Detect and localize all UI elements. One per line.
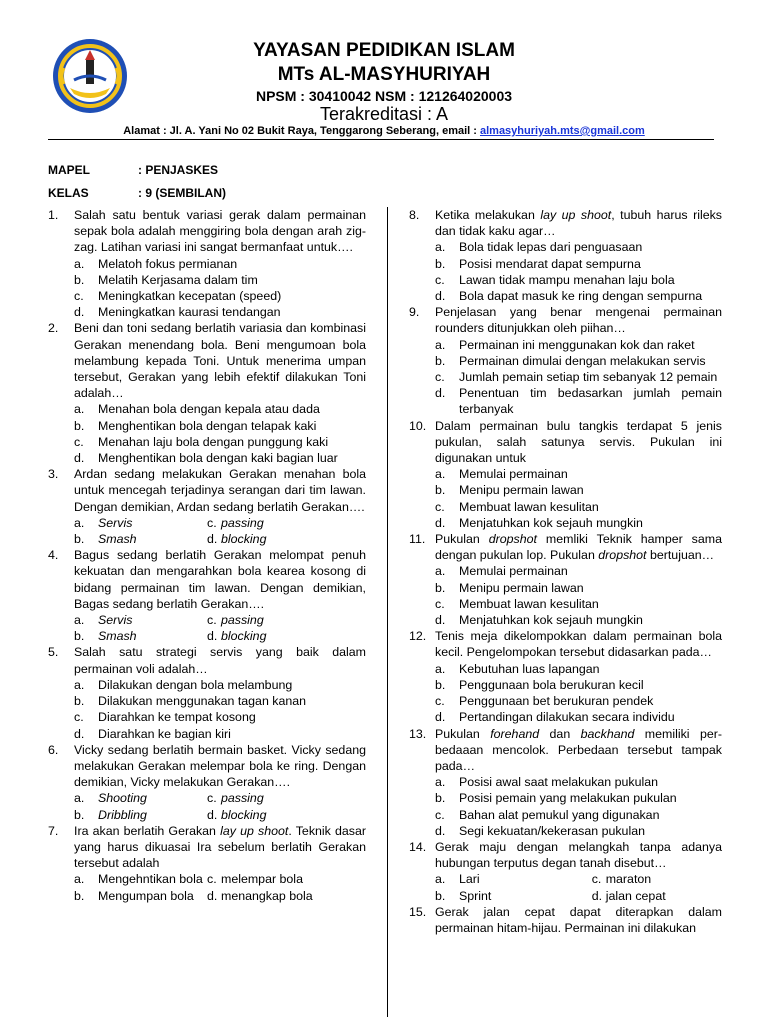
question-2 <box>48 320 366 401</box>
option-c <box>409 693 722 709</box>
option-letter: b. <box>435 888 446 903</box>
option-b <box>435 888 592 904</box>
option-letter: b. <box>74 888 85 903</box>
foundation-name: YAYASAN PEDIDIKAN ISLAM <box>253 40 515 61</box>
letterhead <box>0 0 768 150</box>
option-text: Jumlah pemain setiap tim sebanyak 12 pemain <box>459 370 718 385</box>
option-letter: c. <box>435 694 445 709</box>
option-letter: c. <box>207 613 217 628</box>
option-letter: d. <box>74 305 85 320</box>
option-text: Menipu permain lawan <box>459 483 584 498</box>
option-letter: c. <box>435 499 445 514</box>
option-text: passing <box>221 791 264 806</box>
option-a <box>409 563 722 579</box>
option-d <box>409 709 722 725</box>
option-a <box>74 871 207 887</box>
question-term: lay up shoot <box>540 208 612 222</box>
option-text: Servis <box>98 613 133 628</box>
email-link[interactable]: almasyhuriyah.mts@gmail.com <box>479 125 645 137</box>
option-text: Meningkatkan kecepatan (speed) <box>98 289 282 304</box>
option-b <box>48 693 366 709</box>
option-d <box>207 628 340 644</box>
option-d <box>48 726 366 742</box>
option-row <box>48 790 366 806</box>
option-d <box>48 450 366 466</box>
option-c <box>409 499 722 515</box>
option-text: Sprint <box>459 888 492 903</box>
option-text: menangkap bola <box>221 888 313 903</box>
question-term: forehand <box>490 726 540 741</box>
option-text: Melatih Kerjasama dalam tim <box>98 272 258 287</box>
option-letter: a. <box>74 613 85 628</box>
option-c <box>207 790 340 806</box>
option-letter: d. <box>207 888 218 903</box>
question-number: 1. <box>48 208 59 222</box>
option-b <box>409 580 722 596</box>
option-letter: d. <box>207 807 218 822</box>
question-text: Salah satu bentuk variasi gerak dalam permainan sepak bola adalah menggiring bola dengan arah zig-zag. Latihan variasi ini sangat bermanfaat untuk…. <box>74 208 366 255</box>
question-text: dan <box>539 726 581 741</box>
question-number: 7. <box>48 823 59 838</box>
option-c <box>48 709 366 725</box>
option-text: Lawan tidak mampu menahan laju bola <box>459 272 675 287</box>
option-text: Meningkatkan kaurasi tendangan <box>98 305 281 320</box>
question-text: Salah satu strategi servis yang baik dalam permainan voli adalah… <box>74 645 366 676</box>
question-number: 5. <box>48 645 59 660</box>
option-text: Menahan laju bola dengan punggung kaki <box>98 434 329 449</box>
question-number: 15. <box>409 904 427 919</box>
option-letter: b. <box>435 791 446 806</box>
question-text: Dalam permainan bulu tangkis terdapat 5 jenis pukulan, salah satunya servis. Pukulan ini digunakan untuk <box>435 418 722 466</box>
option-letter: c. <box>435 272 445 287</box>
school-name: MTs AL-MASYHURIYAH <box>277 64 491 85</box>
option-c <box>592 871 722 887</box>
option-letter: a. <box>74 872 85 887</box>
question-15 <box>409 904 722 936</box>
question-text: memiliki per-bedaaan mencolok. Perbedaan tersebut tampak pada… <box>435 726 722 773</box>
option-row <box>48 871 366 887</box>
header-rule <box>48 139 714 140</box>
option-text: melempar bola <box>221 872 303 887</box>
option-text: Menjatuhkan kok sejauh mungkin <box>459 515 643 530</box>
question-number: 3. <box>48 467 59 482</box>
option-b <box>74 531 207 547</box>
option-c <box>409 272 722 288</box>
option-letter: c. <box>74 434 84 449</box>
question-number: 11. <box>409 532 426 547</box>
question-number: 13. <box>409 726 427 741</box>
question-number: 4. <box>48 548 59 563</box>
question-text: Penjelasan yang benar mengenai permainan rounders ditunjukkan oleh piihan… <box>435 305 722 336</box>
option-text: Smash <box>98 532 137 547</box>
subject-value: : PENJASKES <box>138 163 219 177</box>
question-text: Ketika melakukan <box>435 208 541 222</box>
option-a <box>409 239 722 255</box>
option-text: Servis <box>98 515 133 530</box>
option-letter: b. <box>435 580 446 595</box>
option-b <box>409 256 722 272</box>
option-d <box>409 385 722 417</box>
option-row <box>409 871 722 887</box>
option-letter: a. <box>74 402 85 417</box>
question-7 <box>48 823 366 872</box>
address-text: Alamat : Jl. A. Yani No 02 Bukit Raya, Tenggarong Seberang, email : <box>123 125 480 137</box>
option-text: Bola tidak lepas dari penguasaan <box>459 240 643 255</box>
class-label: KELAS <box>48 186 89 200</box>
question-term: dropshot <box>598 548 647 563</box>
question-text: memliki Teknik hamper sama dengan pukulan lop. Pukulan <box>435 532 722 563</box>
question-11 <box>409 531 722 563</box>
option-letter: a. <box>435 564 446 579</box>
option-a <box>74 515 207 531</box>
option-letter: d. <box>435 710 446 725</box>
option-c <box>207 871 340 887</box>
question-text: Gerak jalan cepat dapat diterapkan dalam permainan hitam-hijau. Permainan ini dilakukan <box>435 904 722 935</box>
option-letter: a. <box>74 256 85 271</box>
option-row <box>48 515 366 531</box>
option-letter: c. <box>435 596 445 611</box>
option-letter: d. <box>435 386 446 401</box>
question-3 <box>48 466 366 515</box>
option-text: jalan cepat <box>605 888 666 903</box>
option-a <box>409 466 722 482</box>
option-letter: b. <box>435 483 446 498</box>
question-text: Gerak maju dengan melangkah tanpa adanya hubungan terputus degan tanah disebut… <box>435 839 722 871</box>
option-text: Dribbling <box>98 807 147 822</box>
option-letter: d. <box>207 629 218 644</box>
option-d <box>207 888 340 904</box>
option-letter: b. <box>74 629 85 644</box>
option-a <box>409 661 722 677</box>
option-text: Mengehntikan bola <box>98 872 203 887</box>
class-row <box>48 186 226 200</box>
option-letter: a. <box>435 467 446 482</box>
question-number: 10. <box>409 418 427 433</box>
option-text: Posisi awal saat melakukan pukulan <box>459 775 659 790</box>
question-14 <box>409 839 722 871</box>
option-letter: a. <box>435 240 446 255</box>
option-text: passing <box>221 515 264 530</box>
option-row <box>48 531 366 547</box>
option-text: Menghentikan bola dengan telapak kaki <box>98 418 317 433</box>
option-d <box>409 612 722 628</box>
option-text: Dilakukan menggunakan tagan kanan <box>98 694 307 709</box>
option-a <box>74 790 207 806</box>
question-term: lay up shoot <box>220 823 289 838</box>
question-text: Bagus sedang berlatih Gerakan melompat penuh kekuatan dan mengarahkan bola kearea kosong di bidang permainan tim lawan. Dengan demikian, Bagas sedang berlatih Gerakan…. <box>74 548 366 611</box>
question-number: 14. <box>409 839 427 854</box>
question-text: Beni dan toni sedang berlatih variasia dan kombinasi Gerakan menendang bola. Beni mengumoan bola melambung kepada Toni. Untuk menerima umpan tersebut, Gerakan yang lebih efektif dilakukan Toni adalah… <box>74 321 366 401</box>
option-text: passing <box>221 613 264 628</box>
option-c <box>48 288 366 304</box>
option-text: Permainan ini menggunakan kok dan raket <box>459 337 695 352</box>
option-letter: a. <box>435 775 446 790</box>
question-text: Pukulan <box>435 726 491 741</box>
address-line <box>0 125 768 137</box>
option-d <box>207 807 340 823</box>
option-text: Permainan dimulai dengan melakukan servis <box>459 353 706 368</box>
option-text: Bahan alat pemukul yang digunakan <box>459 807 660 822</box>
option-text: Lari <box>459 872 480 887</box>
option-letter: d. <box>435 613 446 628</box>
option-b <box>74 628 207 644</box>
option-row <box>48 807 366 823</box>
option-row <box>409 888 722 904</box>
option-row <box>48 612 366 628</box>
option-text: Posisi pemain yang melakukan pukulan <box>459 791 677 806</box>
option-letter: c. <box>74 710 84 725</box>
option-a <box>74 612 207 628</box>
option-c <box>409 596 722 612</box>
option-letter: c. <box>207 515 217 530</box>
option-c <box>409 369 722 385</box>
option-letter: c. <box>435 370 445 385</box>
question-text: bertujuan… <box>646 548 715 563</box>
option-letter: c. <box>207 791 217 806</box>
option-letter: a. <box>435 872 446 887</box>
question-1 <box>48 207 366 256</box>
option-letter: a. <box>435 337 446 352</box>
question-12 <box>409 628 722 660</box>
question-5 <box>48 644 366 676</box>
question-number: 9. <box>409 305 420 320</box>
option-letter: b. <box>74 807 85 822</box>
option-row <box>48 888 366 904</box>
question-text: Vicky sedang berlatih bermain basket. Vicky sedang melakukan Gerakan melempar bola ke ring. Dengan demikian, Vicky melakukan Gerakan…. <box>74 742 366 790</box>
right-column <box>409 207 722 936</box>
question-8 <box>409 207 722 239</box>
option-c <box>207 612 340 628</box>
option-letter: b. <box>74 532 85 547</box>
option-row <box>48 628 366 644</box>
subject-label: MAPEL <box>48 163 90 177</box>
question-4 <box>48 547 366 612</box>
option-text: blocking <box>221 807 267 822</box>
option-text: Kebutuhan luas lapangan <box>459 661 600 676</box>
option-b <box>74 888 207 904</box>
option-text: Menahan bola dengan kepala atau dada <box>98 402 320 417</box>
option-b <box>409 677 722 693</box>
question-number: 12. <box>409 629 427 644</box>
option-letter: b. <box>435 353 446 368</box>
class-value: : 9 (SEMBILAN) <box>138 186 226 200</box>
option-letter: b. <box>74 694 85 709</box>
accreditation: Terakreditasi : A <box>319 104 449 124</box>
question-6 <box>48 742 366 791</box>
question-text: Ira akan berlatih Gerakan <box>74 823 221 838</box>
question-10 <box>409 418 722 467</box>
option-a <box>409 774 722 790</box>
option-letter: a. <box>74 791 85 806</box>
column-divider <box>387 207 388 1017</box>
option-text: Penentuan tim bedasarkan jumlah pemain terbanyak <box>459 386 722 417</box>
subject-row <box>48 163 218 177</box>
option-b <box>409 482 722 498</box>
option-text: Membuat lawan kesulitan <box>459 596 599 611</box>
question-term: backhand <box>580 726 635 741</box>
option-a <box>48 256 366 272</box>
option-text: Smash <box>98 629 137 644</box>
question-text: Pukulan <box>435 532 489 547</box>
option-letter: d. <box>435 515 446 530</box>
question-13 <box>409 726 722 775</box>
option-letter: d. <box>591 888 603 903</box>
option-letter: d. <box>74 451 85 466</box>
option-letter: a. <box>435 661 446 676</box>
option-d <box>409 288 722 304</box>
option-letter: b. <box>74 272 85 287</box>
option-letter: c. <box>207 872 217 887</box>
option-d <box>592 888 722 904</box>
option-b <box>74 807 207 823</box>
option-d <box>409 823 722 839</box>
option-text: Diarahkan ke tempat kosong <box>98 710 256 725</box>
option-d <box>48 304 366 320</box>
option-letter: c. <box>435 807 445 822</box>
question-text: . Teknik dasar yang harus dikuasai Ira sebelum berlatih Gerakan tersebut adalah <box>74 823 366 871</box>
option-letter: c. <box>74 289 84 304</box>
question-number: 6. <box>48 742 59 757</box>
option-letter: d. <box>207 532 218 547</box>
option-text: blocking <box>221 629 267 644</box>
option-text: Memulai permainan <box>459 467 568 482</box>
question-text: , tubuh harus rileks dan tidak kaku agar… <box>435 208 722 239</box>
option-text: Pertandingan dilakukan secara individu <box>459 710 675 725</box>
option-text: Melatoh fokus permianan <box>98 256 238 271</box>
option-letter: b. <box>435 256 446 271</box>
question-text: Tenis meja dikelompokkan dalam permainan bola kecil. Pengelompokan tersebut didasarkan pada… <box>435 629 722 660</box>
option-letter: d. <box>435 823 446 838</box>
option-text: Penggunaan bola berukuran kecil <box>459 677 644 692</box>
option-text: Mengumpan bola <box>98 888 194 903</box>
question-number: 8. <box>409 208 420 222</box>
question-term: dropshot <box>488 532 537 547</box>
question-9 <box>409 304 722 336</box>
option-a <box>48 401 366 417</box>
option-letter: c. <box>591 872 602 887</box>
option-text: Posisi mendarat dapat sempurna <box>459 256 641 271</box>
option-text: Menipu permain lawan <box>459 580 584 595</box>
option-b <box>409 790 722 806</box>
question-text: Ardan sedang melakukan Gerakan menahan bola untuk mencegah terjadinya serangan dari tim lawan. Dengan demikian, Ardan sedang berlatih Gerakan…. <box>74 467 366 514</box>
option-letter: d. <box>74 726 85 741</box>
option-a <box>409 337 722 353</box>
option-b <box>48 418 366 434</box>
option-text: Menjatuhkan kok sejauh mungkin <box>459 613 643 628</box>
option-text: Memulai permainan <box>459 564 568 579</box>
option-a <box>48 677 366 693</box>
option-c <box>207 515 340 531</box>
option-text: Penggunaan bet berukuran pendek <box>459 694 654 709</box>
option-b <box>409 353 722 369</box>
option-text: blocking <box>221 532 267 547</box>
option-b <box>48 272 366 288</box>
npsm-number: NPSM : 30410042 NSM : 121264020003 <box>255 88 513 104</box>
option-text: Diarahkan ke bagian kiri <box>98 726 231 741</box>
option-d <box>207 531 340 547</box>
option-letter: a. <box>74 677 85 692</box>
option-d <box>409 515 722 531</box>
option-letter: d. <box>435 289 446 304</box>
option-text: Segi kekuatan/kekerasan pukulan <box>459 823 645 838</box>
option-letter: a. <box>74 515 85 530</box>
option-letter: b. <box>74 418 85 433</box>
option-text: Shooting <box>98 791 147 806</box>
option-text: maraton <box>605 872 652 887</box>
option-letter: b. <box>435 677 446 692</box>
option-text: Menghentikan bola dengan kaki bagian luar <box>98 451 338 466</box>
option-text: Bola dapat masuk ke ring dengan sempurna <box>459 289 703 304</box>
option-c <box>409 807 722 823</box>
option-text: Membuat lawan kesulitan <box>459 499 599 514</box>
question-number: 2. <box>48 321 59 336</box>
left-column <box>48 207 366 904</box>
option-c <box>48 434 366 450</box>
option-text: Dilakukan dengan bola melambung <box>98 677 293 692</box>
option-a <box>435 871 592 887</box>
